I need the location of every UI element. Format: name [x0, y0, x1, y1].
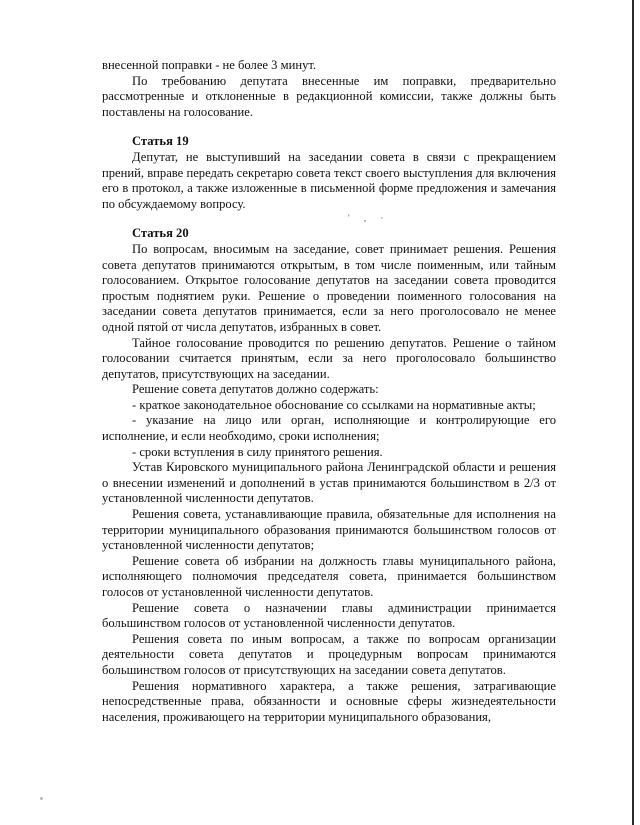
article-20-paragraph-3: Решение совета депутатов должно содержать:: [132, 382, 379, 397]
article-20-paragraph-2: Тайное голосование проводится по решению депутатов. Решение о тайном голосовании считается принятым, если за него проголосовало большинство депутатов, присутствующих на заседании.: [102, 335, 556, 381]
paragraph-amendments-vote: По требованию депутата внесенные им поправки, предварительно рассмотренные и отклоненные в редакционной комиссии, также должны быть поставлены на голосование.: [102, 73, 556, 119]
article-20-title: Статья 20: [132, 226, 189, 241]
scan-specks: ' , ·: [348, 213, 390, 223]
article-20-list-item-2: - указание на лицо или орган, исполняющие и контролирующие его исполнение, и если необходимо, сроки исполнения;: [102, 413, 556, 444]
article-20-paragraph-8: Решения совета по иным вопросам, а также по вопросам организации деятельности совета депутатов и процедурным вопросам принимаются большинством голосов от присутствующих на заседании совета депутатов.: [102, 631, 556, 677]
article-19-title: Статья 19: [132, 134, 189, 149]
article-20-list-item-1: - краткое законодательное обоснование со ссылками на нормативные акты;: [132, 397, 536, 412]
article-20-list-item-3: - сроки вступления в силу принятого решения.: [132, 444, 383, 459]
article-20-paragraph-7: Решение совета о назначении главы администрации принимается большинством голосов от установленной численности депутатов.: [102, 600, 556, 631]
article-20-paragraph-1: По вопросам, вносимым на заседание, совет принимает решения. Решения совета депутатов принимаются открытым, в том числе поименным, или тайным голосованием. Открытое голосование депутатов на заседании совета проводится простым поднятием руки. Решение о проведении поименного голосования на заседании совета депутатов принимается, если за него проголосовало не менее одной пятой от числа депутатов, избранных в совет.: [102, 241, 556, 334]
article-20-paragraph-4: Устав Кировского муниципального района Ленинградской области и решения о внесении изменений и дополнений в устав принимаются большинством в 2/3 от установленной численности депутатов.: [102, 460, 556, 506]
article-20-paragraph-5: Решения совета, устанавливающие правила, обязательные для исполнения на территории муниципального образования принимаются большинством голосов от установленной численности депутатов;: [102, 507, 556, 553]
article-20-paragraph-9: Решения нормативного характера, а также решения, затрагивающие непосредственные права, обязанности и основные сферы жизнедеятельности населения, проживающего на территории муниципального образования,: [102, 678, 556, 724]
article-20-paragraph-6: Решение совета об избрании на должность главы муниципального района, исполняющего полномочия председателя совета, принимается большинством голосов от установленной численности депутатов.: [102, 553, 556, 599]
article-19-paragraph: Депутат, не выступивший на заседании совета в связи с прекращением прений, вправе передать секретарю совета текст своего выступления для включения его в протокол, а также изложенные в письменной форме предложения и замечания по обсуждаемому вопросу.: [102, 149, 556, 211]
scan-dot: [40, 797, 43, 800]
document-body: [102, 58, 556, 725]
page-edge-line: [632, 0, 634, 825]
paragraph-amendment-time: внесенной поправки - не более 3 минут.: [102, 58, 317, 72]
